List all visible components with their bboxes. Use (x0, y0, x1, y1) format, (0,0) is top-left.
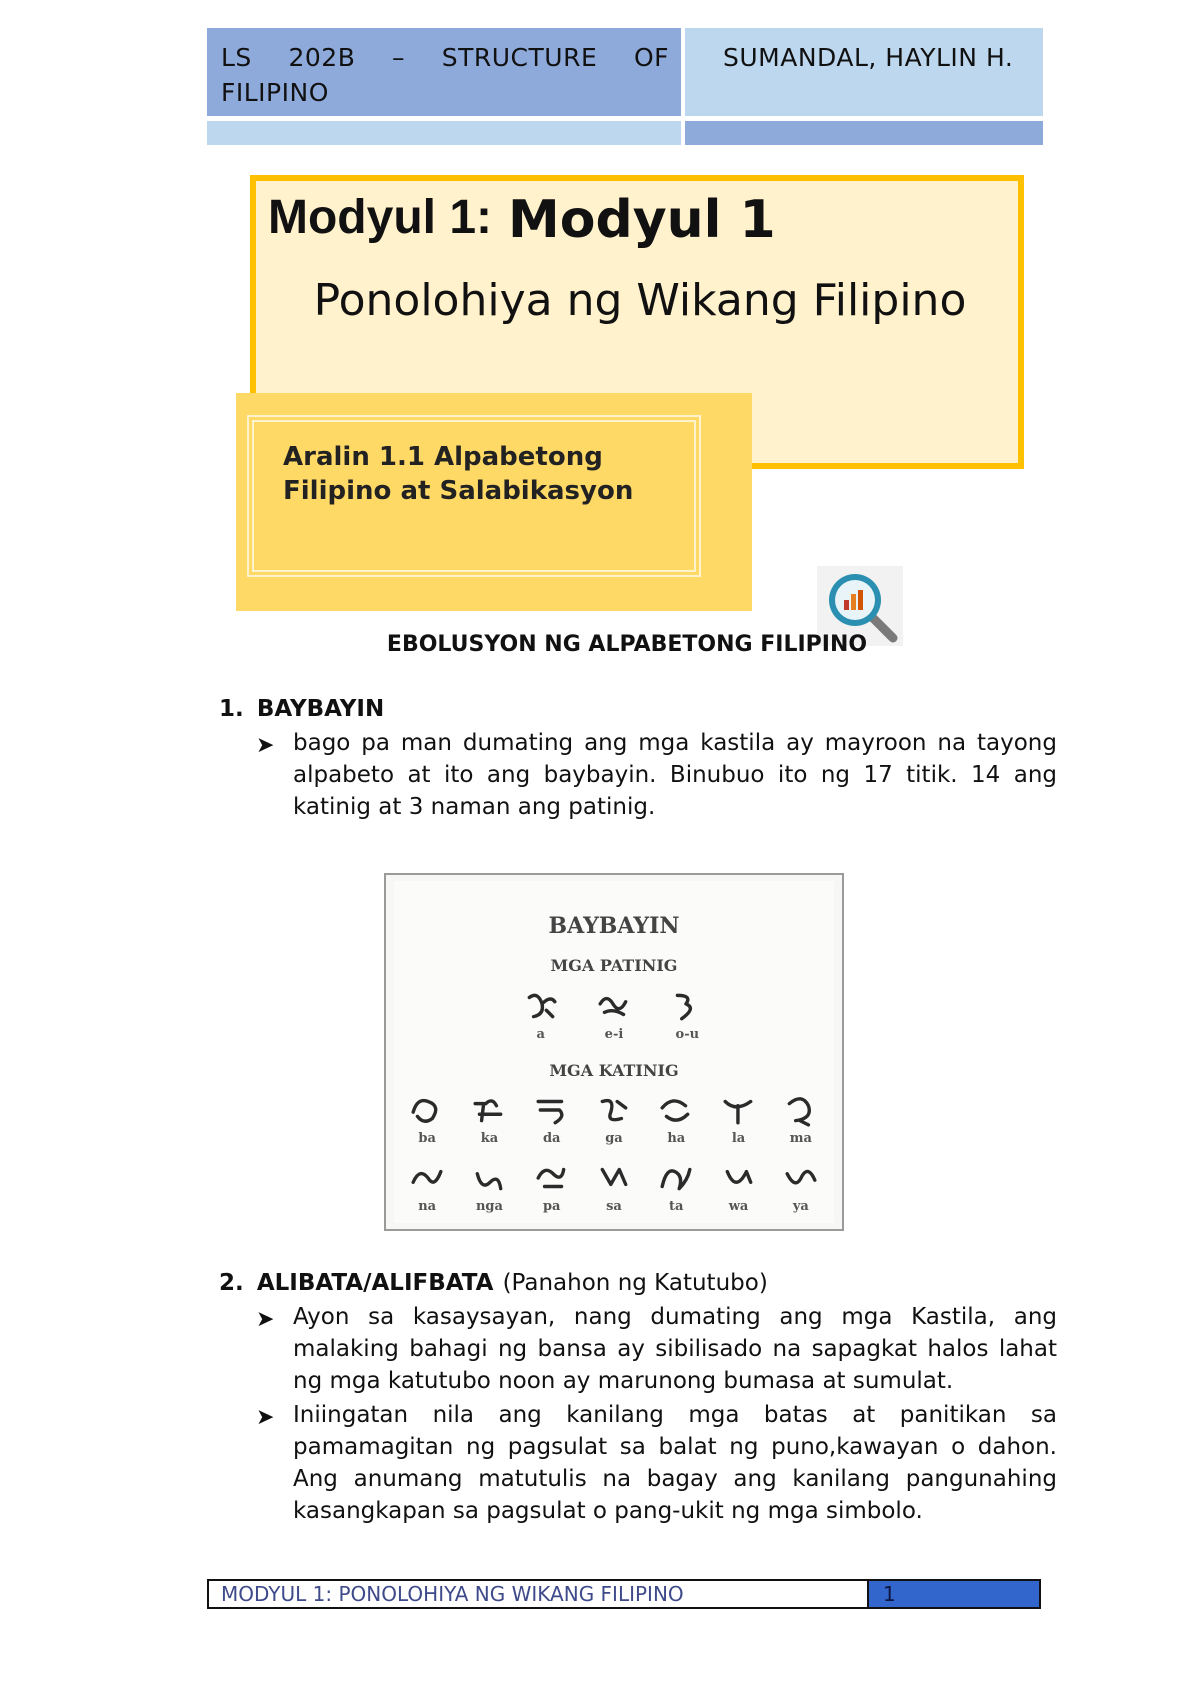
section-heading: EBOLUSYON NG ALPABETONG FILIPINO (386, 632, 868, 657)
baybayin-glyph-o-u (668, 989, 706, 1042)
baybayin-glyph-label: nga (475, 1199, 503, 1214)
baybayin-character-icon (533, 1093, 571, 1127)
baybayin-character-icon (595, 1161, 633, 1195)
baybayin-glyph-label: ga (605, 1131, 623, 1146)
baybayin-character-icon (657, 1093, 695, 1127)
baybayin-glyph-ba (408, 1093, 446, 1146)
baybayin-glyph-ya (782, 1161, 820, 1214)
item-2-bullet-1: Ayon sa kasaysayan, nang dumating ang mga Kastila, ang malaking bahagi ng bansa ay sibilisado na sapagkat halos lahat ng mga katutubo noon ay marunong bumasa at sumulat. (293, 1304, 1057, 1394)
baybayin-glyph-label: ta (669, 1199, 684, 1214)
baybayin-glyph-na (408, 1161, 446, 1214)
baybayin-glyph-label: ya (792, 1199, 809, 1214)
header-course: LS 202B – STRUCTURE OF FILIPINO (207, 28, 681, 116)
baybayin-glyph-label: o-u (675, 1027, 700, 1042)
baybayin-glyph-ka (470, 1093, 508, 1146)
baybayin-character-icon (720, 1093, 758, 1127)
module-subtitle: Ponolohiya ng Wikang Filipino (313, 275, 967, 326)
arrowhead-bullet-icon: ➤ (256, 733, 275, 758)
baybayin-character-icon (408, 1161, 446, 1195)
item-2-bullet-2: Iniingatan nila ang kanilang mga batas at panitikan sa pamamagitan ng pagsulat sa balat ng puno,kawayan o dahon. Ang anumang matutulis na bagay ang kanilang pangunahing kasangkapan sa pagsulat o pang-ukit ng mga simbolo. (293, 1402, 1057, 1524)
baybayin-glyph-label: pa (542, 1199, 561, 1214)
baybayin-glyph-label: e-i (604, 1027, 624, 1042)
item-2-heading-row (219, 1270, 1059, 1296)
item-1-heading-row (219, 696, 1059, 722)
vowels-heading: MGA PATINIG (550, 956, 678, 975)
baybayin-glyph-da (533, 1093, 571, 1146)
header-divider-left (207, 121, 681, 145)
vowels-row (394, 989, 834, 1042)
baybayin-glyph-nga (470, 1161, 508, 1214)
baybayin-glyph-ga (595, 1093, 633, 1146)
baybayin-glyph-label: da (542, 1131, 561, 1146)
title-label-overlay: Modyul 1: (268, 191, 492, 244)
lesson-title: Aralin 1.1 Alpabetong Filipino at Salabikasyon (283, 442, 634, 506)
baybayin-character-icon (657, 1161, 695, 1195)
baybayin-chart (384, 873, 844, 1231)
baybayin-glyph-label: na (418, 1199, 437, 1214)
baybayin-glyph-ha (657, 1093, 695, 1146)
baybayin-character-icon (720, 1161, 758, 1195)
baybayin-glyph-label: ma (789, 1131, 812, 1146)
baybayin-glyph-label: a (536, 1027, 545, 1042)
footer (207, 1579, 1041, 1609)
baybayin-character-icon (782, 1093, 820, 1127)
baybayin-character-icon (782, 1161, 820, 1195)
consonants-row-2 (394, 1161, 834, 1214)
baybayin-character-icon (595, 1093, 633, 1127)
baybayin-glyph-ta (657, 1161, 695, 1214)
baybayin-glyph-wa (720, 1161, 758, 1214)
consonants-row-1 (394, 1093, 834, 1146)
baybayin-glyph-a (522, 989, 560, 1042)
baybayin-glyph-la (720, 1093, 758, 1146)
figure-title: BAYBAYIN (548, 913, 680, 939)
baybayin-character-icon (668, 989, 706, 1023)
arrowhead-bullet-icon: ➤ (256, 1307, 275, 1332)
footer-title: MODYUL 1: PONOLOHIYA NG WIKANG FILIPINO (209, 1581, 869, 1607)
page-number: 1 (869, 1581, 1039, 1607)
header-author: SUMANDAL, HAYLIN H. (685, 28, 1043, 116)
baybayin-character-icon (470, 1161, 508, 1195)
item-1-number: 1. (219, 696, 244, 722)
baybayin-character-icon (595, 989, 633, 1023)
baybayin-glyph-label: sa (606, 1199, 622, 1214)
baybayin-glyph-label: la (731, 1131, 746, 1146)
baybayin-glyph-ma (782, 1093, 820, 1146)
baybayin-glyph-label: wa (728, 1199, 749, 1214)
item-2-heading: ALIBATA/ALIFBATA (256, 1270, 494, 1296)
consonants-heading: MGA KATINIG (549, 1061, 679, 1080)
item-2-heading-extra: (Panahon ng Katutubo) (502, 1270, 768, 1296)
arrowhead-bullet-icon: ➤ (256, 1405, 275, 1430)
baybayin-character-icon (408, 1093, 446, 1127)
baybayin-glyph-label: ba (418, 1131, 436, 1146)
item-2-number: 2. (219, 1270, 244, 1296)
baybayin-glyph-pa (533, 1161, 571, 1214)
baybayin-glyph-e-i (595, 989, 633, 1042)
baybayin-glyph-label: ka (480, 1131, 499, 1146)
item-1-heading: BAYBAYIN (256, 696, 385, 722)
baybayin-character-icon (533, 1161, 571, 1195)
baybayin-character-icon (522, 989, 560, 1023)
item-1-bullet-1: bago pa man dumating ang mga kastila ay mayroon na tayong alpabeto at ito ang baybayin. Binubuo ito ng 17 titik. 14 ang katinig at 3 naman ang patinig. (293, 730, 1057, 820)
title-label-main: Modyul 1 (508, 190, 776, 250)
header-divider-right (685, 121, 1043, 145)
baybayin-character-icon (470, 1093, 508, 1127)
baybayin-glyph-sa (595, 1161, 633, 1214)
baybayin-glyph-label: ha (667, 1131, 686, 1146)
